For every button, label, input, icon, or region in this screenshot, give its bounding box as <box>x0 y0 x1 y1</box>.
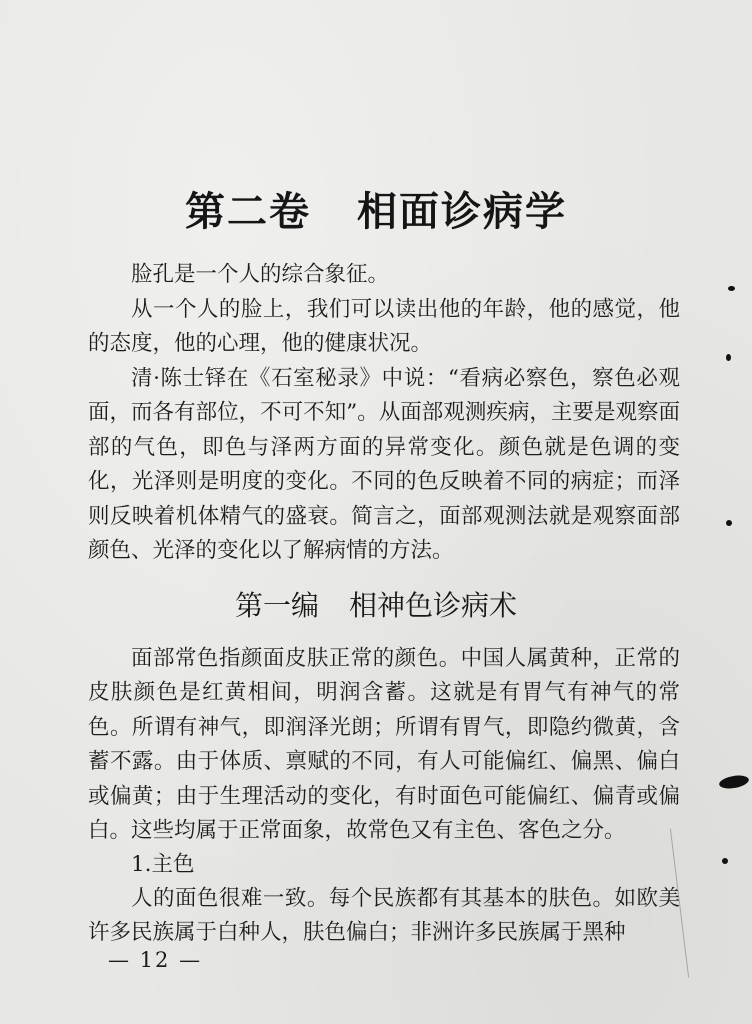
volume-title <box>0 180 752 237</box>
chapter-number: 第一编 <box>234 589 319 622</box>
ink-blot <box>718 773 750 790</box>
intro-paragraph-1: 脸孔是一个人的综合象征。 <box>131 262 390 287</box>
intro-paragraph-2: 从一个人的脸上，我们可以读出他的年龄，他的感觉，他的态度，他的心理，他的健康状况。 <box>88 297 680 357</box>
chapter-title <box>0 584 752 624</box>
intro-paragraph-3: 清·陈士铎在《石室秘录》中说：“看病必察色，察色必观面，而各有部位，不可不知”。从面部观测疾病，主要是观察面部的气色，即色与泽两方面的异常变化。颜色就是色调的变化，光泽则是明度的变化。不同的色反映着不同的病症；而泽则反映着机体精气的盛衰。简言之，面部观测法就是观察面部颜色、光泽的变化以了解病情的方法。 <box>88 366 680 564</box>
volume-number: 第二卷 <box>185 189 311 235</box>
chapter-paragraph-1: 面部常色指颜面皮肤正常的颜色。中国人属黄种，正常的皮肤颜色是红黄相间，明润含蓄。这就是有胃气有神气的常色。所谓有神气，即润泽光朗；所谓有胃气，即隐约微黄，含蓄不露。由于体质、禀赋的不同，有人可能偏红、偏黑、偏白或偏黄；由于生理活动的变化，有时面色可能偏红、偏青或偏白。这些均属于正常面象，故常色又有主色、客色之分。 <box>88 646 680 844</box>
ink-speck <box>726 520 732 526</box>
page-number: — 12 — <box>108 948 203 972</box>
ink-speck <box>728 286 735 291</box>
subsection-heading: 1.主色 <box>131 852 195 877</box>
volume-name: 相面诊病学 <box>357 189 567 235</box>
chapter-name: 相神色诊病术 <box>349 589 518 622</box>
ink-speck <box>726 354 731 361</box>
subsection-paragraph: 人的面色很难一致。每个民族都有其基本的肤色。如欧美许多民族属于白种人，肤色偏白；非洲许多民族属于黑种 <box>88 886 680 946</box>
ink-speck <box>722 858 728 864</box>
